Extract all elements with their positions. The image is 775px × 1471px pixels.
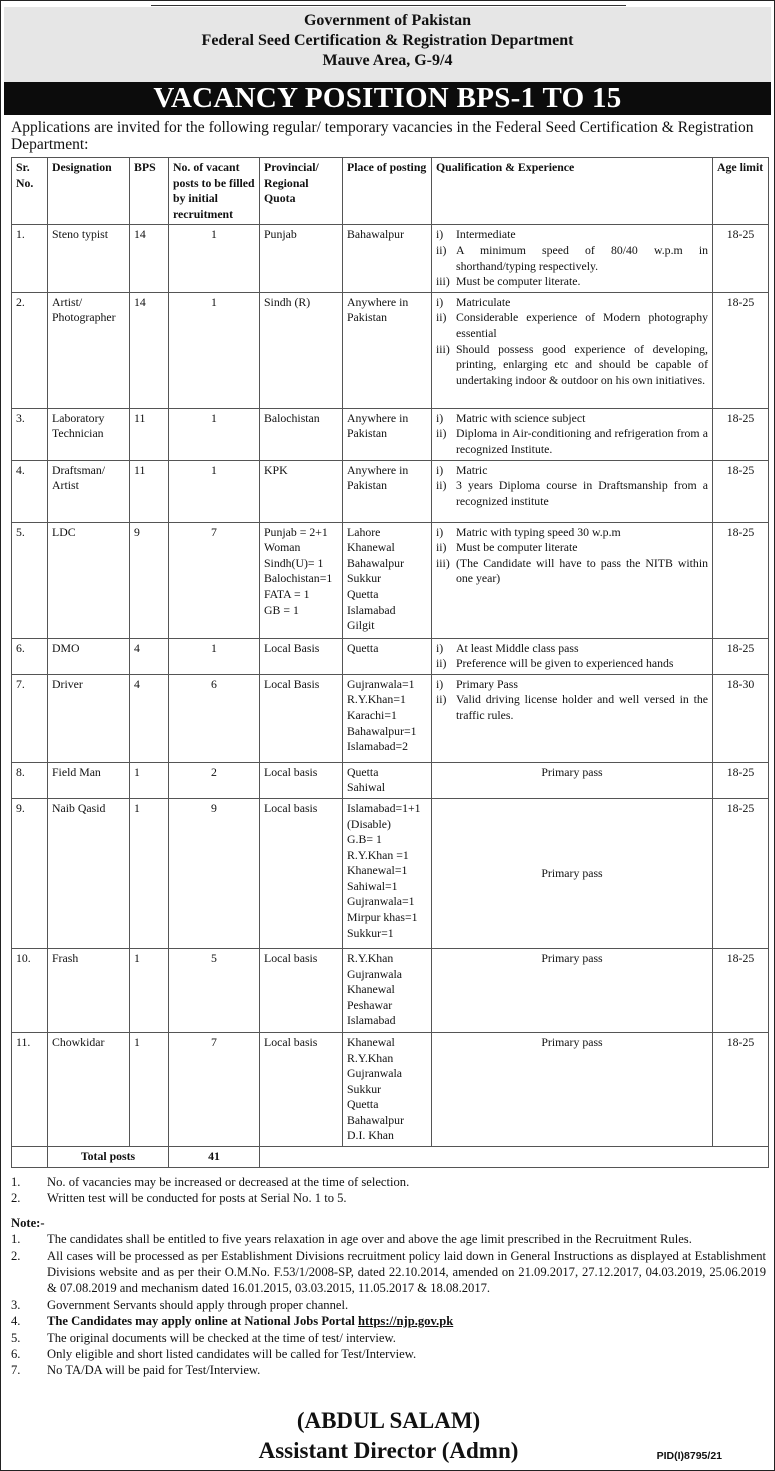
qualification-text: Must be computer literate. [456,274,581,289]
qualification-number: ii) [436,310,447,325]
njp-portal-link[interactable]: https://njp.gov.pk [358,1314,454,1329]
cell-designation: LDC [48,522,130,638]
cell-quota: Local basis [260,798,343,948]
cell-age: 18-25 [713,948,769,1032]
cell-bps: 11 [130,408,169,460]
note-item [11,1346,766,1362]
cell-place: Anywhere in Pakistan [343,408,432,460]
total-value: 41 [169,1147,260,1168]
qualification-item [436,342,708,389]
qualification-item [436,641,708,657]
cell-posts: 5 [169,948,260,1032]
cell-bps: 1 [130,948,169,1032]
footnote-text: Written test will be conducted for posts at Serial No. 1 to 5. [47,1191,347,1206]
cell-sr: 8. [12,762,48,798]
qualification-number: ii) [436,426,447,441]
cell-bps: 1 [130,798,169,948]
notes-section [11,1174,766,1379]
cell-bps: 1 [130,762,169,798]
cell-age: 18-25 [713,460,769,522]
note-text-bold: The Candidates may apply online at National Jobs Portal [47,1314,359,1329]
cell-age: 18-25 [713,408,769,460]
cell-designation: Draftsman/ Artist [48,460,130,522]
cell-bps: 1 [130,1032,169,1146]
note-item [11,1231,766,1247]
cell-designation: Naib Qasid [48,798,130,948]
qualification-list [436,525,708,587]
header-line-2: Federal Seed Certification & Registration Department [201,32,574,49]
qualification-list [436,411,708,458]
qualification-text: At least Middle class pass [456,640,579,655]
table-header-row [12,158,769,225]
cell-qualification [432,674,713,762]
qualification-item [436,692,708,723]
cell-place: Anywhere in Pakistan [343,292,432,408]
cell-sr: 5. [12,522,48,638]
cell-qualification: Primary pass [432,762,713,798]
cell-posts: 2 [169,762,260,798]
footnote-number: 1. [11,1175,21,1189]
cell-designation: Field Man [48,762,130,798]
cell-sr: 3. [12,408,48,460]
cell-qualification [432,292,713,408]
qualification-list [436,295,708,389]
table-row [12,408,769,460]
qualification-item [436,227,708,243]
qualification-number: iii) [436,341,450,356]
qualification-item [436,411,708,427]
signature-name: (ABDUL SALAM) [296,1408,481,1433]
qualification-item [436,677,708,693]
qualification-item [436,478,708,509]
cell-posts: 1 [169,225,260,292]
qualification-text: Primary Pass [456,676,518,691]
qualification-number: i) [436,227,444,242]
cell-quota: Local Basis [260,638,343,674]
total-label: Total posts [48,1147,169,1168]
note-text: Only eligible and short listed candidates will be called for Test/Interview. [47,1347,417,1362]
cell-designation: Frash [48,948,130,1032]
cell-place: Quetta [343,638,432,674]
footnotes [11,1174,766,1207]
table-row [12,762,769,798]
cell-quota: Balochistan [260,408,343,460]
qualification-number: iii) [436,274,450,289]
cell-bps: 4 [130,638,169,674]
cell-sr: 10. [12,948,48,1032]
qualification-text: 3 years Diploma course in Draftsmanship from a recognized institute [456,478,708,508]
cell-sr: 11. [12,1032,48,1146]
cell-designation: Steno typist [48,225,130,292]
total-row [12,1147,769,1168]
note-number: 5. [11,1330,21,1345]
cell-age: 18-25 [713,522,769,638]
header-line-1: Government of Pakistan [303,12,472,29]
cell-designation: Laboratory Technician [48,408,130,460]
note-text [47,1313,766,1329]
qualification-number: i) [436,640,444,655]
cell-posts: 9 [169,798,260,948]
cell-qualification: Primary pass [432,798,713,948]
note-text: The candidates shall be entitled to five years relaxation in age over and above the age limit prescribed in the Recruitment Rules. [47,1232,692,1247]
qualification-number: i) [436,462,444,477]
qualification-text: Matric with science subject [456,410,586,425]
table-row [12,1032,769,1146]
qualification-number: ii) [436,540,447,555]
cell-quota: Local basis [260,1032,343,1146]
table-row [12,638,769,674]
qualification-text: Diploma in Air-conditioning and refrigeration from a recognized Institute. [456,426,708,456]
qualification-text: Considerable experience of Modern photography essential [456,310,708,340]
qualification-item [436,243,708,274]
footnote-number: 2. [11,1191,21,1206]
cell-bps: 14 [130,225,169,292]
qualification-item [436,295,708,311]
qualification-list [436,463,708,510]
cell-quota: KPK [260,460,343,522]
header-block [4,7,771,82]
cell-sr: 9. [12,798,48,948]
qualification-item [436,656,708,672]
header-age: Age limit [713,158,769,225]
qualification-text: A minimum speed of 80/40 w.p.m in shorthand/typing respectively. [456,242,708,273]
cell-age: 18-25 [713,798,769,948]
note-number: 2. [11,1248,21,1263]
cell-sr: 7. [12,674,48,762]
table-row [12,948,769,1032]
cell-sr: 2. [12,292,48,408]
cell-designation: DMO [48,638,130,674]
note-text: The original documents will be checked at the time of test/ interview. [47,1330,396,1345]
cell-quota: Punjab = 2+1 Woman Sindh(U)= 1 Balochistan=1 FATA = 1 GB = 1 [260,522,343,638]
cell-quota: Local basis [260,762,343,798]
footnote-text: No. of vacancies may be increased or decreased at the time of selection. [47,1175,410,1189]
signature-title: Assistant Director (Admn) [258,1438,519,1463]
qualification-text: Must be computer literate [456,540,578,555]
cell-posts: 6 [169,674,260,762]
note-number: 1. [11,1232,21,1247]
cell-designation: Chowkidar [48,1032,130,1146]
cell-place: Lahore Khanewal Bahawalpur Sukkur Quetta Islamabad Gilgit [343,522,432,638]
note-item [11,1297,766,1313]
cell-posts: 1 [169,408,260,460]
footnote-item [11,1190,766,1206]
qualification-text: Should possess good experience of developing, printing, enlarging etc and should be capable of undertaking indoor & outdoor on his own initiatives. [456,341,708,387]
cell-place: Anywhere in Pakistan [343,460,432,522]
cell-posts: 7 [169,522,260,638]
qualification-number: ii) [436,692,447,707]
header-posts: No. of vacant posts to be filled by initial recruitment [169,158,260,225]
cell-quota: Sindh (R) [260,292,343,408]
qualification-number: ii) [436,242,447,257]
header-sr: Sr. No. [12,158,48,225]
header-line-3: Mauve Area, G-9/4 [322,52,453,69]
qualification-item [436,556,708,587]
cell-qualification [432,522,713,638]
note-item [11,1362,766,1378]
cell-posts: 1 [169,638,260,674]
cell-bps: 9 [130,522,169,638]
note-text: Government Servants should apply through proper channel. [47,1297,349,1312]
note-text: No TA/DA will be paid for Test/Interview. [47,1363,261,1378]
table-row [12,674,769,762]
header-qualification: Qualification & Experience [432,158,713,225]
header-designation: Designation [48,158,130,225]
qualification-number: ii) [436,478,447,493]
qualification-item [436,310,708,341]
cell-place: Bahawalpur [343,225,432,292]
cell-quota: Local Basis [260,674,343,762]
note-number: 4. [11,1314,21,1329]
cell-age: 18-30 [713,674,769,762]
cell-qualification [432,638,713,674]
cell-posts: 1 [169,460,260,522]
qualification-number: ii) [436,656,447,671]
top-strip [151,1,626,6]
intro-text: Applications are invited for the following regular/ temporary vacancies in the Federal Seed Certification & Registration Department: [11,119,754,153]
cell-posts: 7 [169,1032,260,1146]
cell-age: 18-25 [713,292,769,408]
qualification-number: i) [436,294,444,309]
cell-qualification [432,225,713,292]
pid-code: PID(I)8795/21 [656,1450,722,1462]
table-row [12,798,769,948]
cell-place: Islamabad=1+1 (Disable) G.B= 1 R.Y.Khan =1 Khanewal=1 Sahiwal=1 Gujranwala=1 Mirpur khas=1 Sukkur=1 [343,798,432,948]
qualification-item [436,525,708,541]
qualification-text: Preference will be given to experienced hands [456,656,674,671]
note-number: 3. [11,1297,21,1312]
qualification-list [436,677,708,724]
qualification-number: i) [436,676,444,691]
header-quota: Provincial/ Regional Quota [260,158,343,225]
qualification-list [436,641,708,672]
footnote-item [11,1174,766,1190]
qualification-text: Matric with typing speed 30 w.p.m [456,524,621,539]
cell-posts: 1 [169,292,260,408]
qualification-text: Matric [456,462,488,477]
qualification-text: (The Candidate will have to pass the NITB within one year) [456,555,708,586]
qualification-text: Matriculate [456,294,511,309]
cell-place: R.Y.Khan Gujranwala Khanewal Peshawar Islamabad [343,948,432,1032]
cell-age: 18-25 [713,638,769,674]
note-item [11,1248,766,1297]
cell-age: 18-25 [713,1032,769,1146]
cell-age: 18-25 [713,225,769,292]
note-number: 7. [11,1363,21,1378]
note-text: All cases will be processed as per Establishment Divisions recruitment policy laid down in General Instructions as displayed at Establishment Divisions website and as per their O.M.No. F.53/1/2008-SP, dated 22.10.2014, amended on 21.09.2017, 27.12.2017, 04.03.2019, 25.06.2019 & 07.08.2019 and mechanism dated 16.01.2015, 03.03.2015, 11.05.2017 & 18.08.2017. [47,1248,766,1296]
cell-place: Quetta Sahiwal [343,762,432,798]
qualification-number: i) [436,524,444,539]
vacancy-banner: VACANCY POSITION BPS-1 TO 15 [4,82,771,115]
vacancy-table [11,157,769,1168]
qualification-item [436,426,708,457]
note-item [11,1330,766,1346]
cell-quota: Punjab [260,225,343,292]
table-row [12,225,769,292]
cell-designation: Driver [48,674,130,762]
cell-age: 18-25 [713,762,769,798]
cell-qualification [432,460,713,522]
qualification-list [436,227,708,289]
note-item [11,1313,766,1329]
cell-designation: Artist/ Photographer [48,292,130,408]
header-place: Place of posting [343,158,432,225]
qualification-text: Intermediate [456,227,516,242]
cell-place: Khanewal R.Y.Khan Gujranwala Sukkur Quetta Bahawalpur D.I. Khan [343,1032,432,1146]
table-row [12,522,769,638]
cell-sr: 4. [12,460,48,522]
cell-bps: 11 [130,460,169,522]
table-row [12,292,769,408]
cell-bps: 14 [130,292,169,408]
note-heading: Note:- [11,1215,45,1230]
qualification-item [436,540,708,556]
cell-qualification [432,408,713,460]
cell-quota: Local basis [260,948,343,1032]
cell-qualification: Primary pass [432,1032,713,1146]
notes-list [11,1231,766,1379]
cell-bps: 4 [130,674,169,762]
cell-sr: 1. [12,225,48,292]
qualification-item [436,274,708,290]
header-bps: BPS [130,158,169,225]
qualification-number: i) [436,410,444,425]
note-number: 6. [11,1347,21,1362]
cell-place: Gujranwala=1 R.Y.Khan=1 Karachi=1 Bahawalpur=1 Islamabad=2 [343,674,432,762]
qualification-text: Valid driving license holder and well versed in the traffic rules. [456,692,708,722]
qualification-number: iii) [436,555,450,570]
cell-qualification: Primary pass [432,948,713,1032]
table-row [12,460,769,522]
qualification-item [436,463,708,479]
cell-sr: 6. [12,638,48,674]
